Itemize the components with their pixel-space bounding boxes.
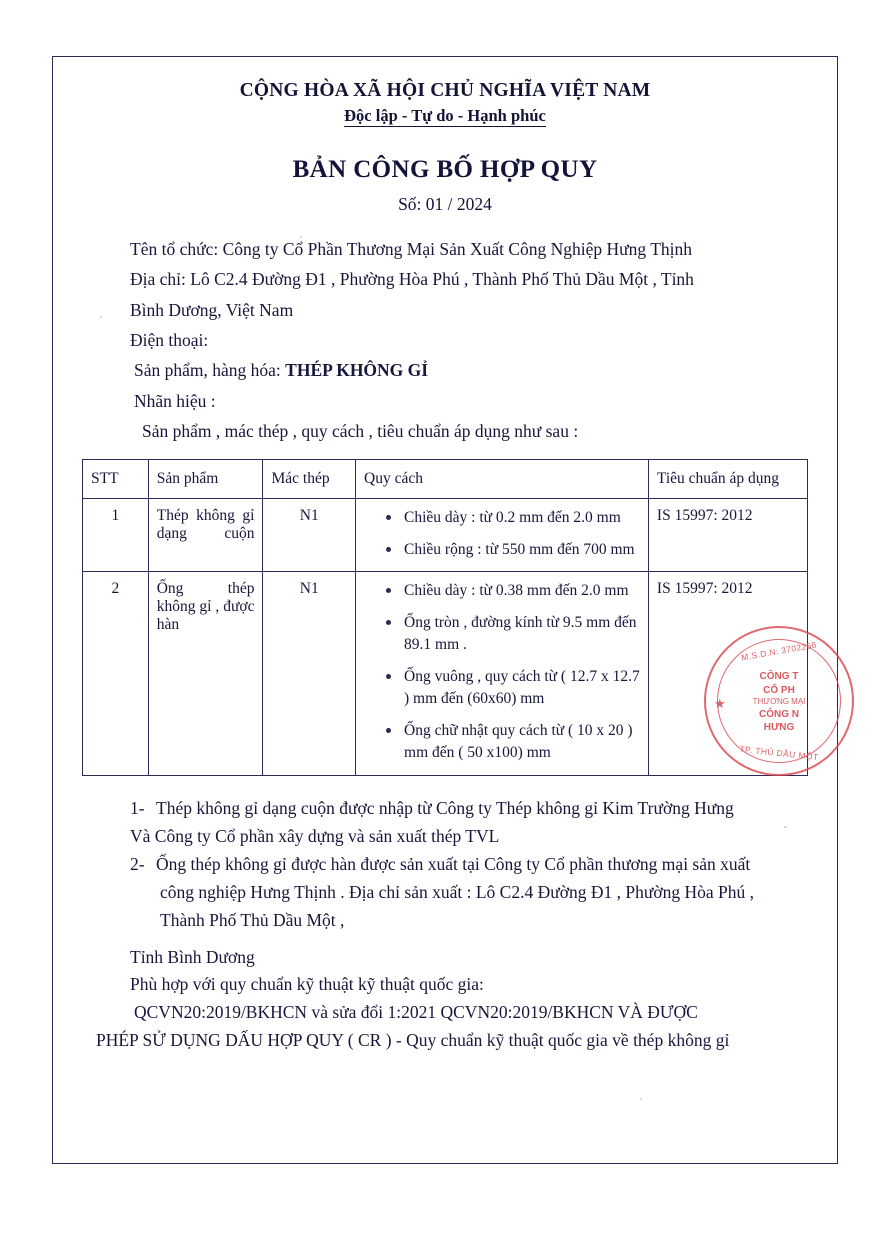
row1-specs <box>356 499 649 572</box>
seal-core-line-3: THƯƠNG MẠI <box>752 697 806 706</box>
note-text-continued: công nghiệp Hưng Thịnh . Địa chỉ sản xuất : Lô C2.4 Đường Đ1 , Phường Hòa Phú , <box>160 881 754 902</box>
note-item <box>82 850 808 878</box>
scan-speck <box>640 1098 642 1100</box>
national-motto-text: Độc lập - Tự do - Hạnh phúc <box>344 106 546 125</box>
product-line <box>82 356 808 384</box>
notes-block <box>82 794 808 934</box>
conformity-line-1: QCVN20:2019/BKHCN và sửa đổi 1:2021 QCVN20:2019/BKHCN VÀ ĐƯỢC <box>134 1001 698 1022</box>
spec-table <box>82 459 808 775</box>
row2-spec-item: Chiều dày : từ 0.38 mm đến 2.0 mm <box>386 580 640 602</box>
row1-spec-item: Chiều dày : từ 0.2 mm đến 2.0 mm <box>386 507 640 529</box>
star-icon: ★ <box>714 696 726 711</box>
seal-arc-top-text: M.S.D.N: 3702266 <box>740 639 818 663</box>
note-text: Ống thép không gỉ được hàn được sản xuất tại Công ty Cổ phần thương mại sản xuất <box>156 853 751 874</box>
conformity-lead: Phù hợp với quy chuẩn kỹ thuật kỹ thuật quốc gia: <box>130 974 484 995</box>
scan-speck <box>100 316 102 318</box>
row2-spec-item: Ống chữ nhật quy cách từ ( 10 x 20 ) mm đến ( 50 x100) mm <box>386 720 640 765</box>
national-title: CỘNG HÒA XÃ HỘI CHỦ NGHĨA VIỆT NAM <box>239 80 651 101</box>
row2-specs <box>356 572 649 775</box>
seal-core-line-5: HƯNG <box>763 722 795 734</box>
product-value: THÉP KHÔNG GỈ <box>285 360 429 381</box>
address-line-2: Bình Dương, Việt Nam <box>130 299 294 320</box>
seal-arc-bottom-text: TP. THỦ DẦU MỘT <box>739 743 819 763</box>
intro-block <box>82 235 808 445</box>
table-row <box>83 499 808 572</box>
row1-spec-item: Chiều rộng : từ 550 mm đến 700 mm <box>386 539 640 561</box>
table-header-product: Sản phẩm <box>148 460 263 499</box>
note-text: Thép không gỉ dạng cuộn được nhập từ Công ty Thép không gỉ Kim Trường Hưng <box>156 797 734 818</box>
address-line-1: Địa chỉ: Lô C2.4 Đường Đ1 , Phường Hòa Phú , Thành Phố Thủ Dầu Một , Tỉnh <box>130 269 694 290</box>
document-content <box>52 56 838 1164</box>
note-text-continued: Thành Phố Thủ Dầu Một , <box>160 909 345 930</box>
table-lead-line: Sản phẩm , mác thép , quy cách , tiêu chuẩn áp dụng như sau : <box>142 421 579 442</box>
table-header-standard: Tiêu chuẩn áp dụng <box>648 460 807 499</box>
row1-stt: 1 <box>83 499 149 572</box>
row1-standard: IS 15997: 2012 <box>648 499 807 572</box>
table-header-stt: STT <box>83 460 149 499</box>
note-item <box>82 794 808 822</box>
document-title: BẢN CÔNG BỐ HỢP QUY <box>292 156 598 183</box>
table-header-grade: Mác thép <box>263 460 356 499</box>
row2-product: Ống thép không gỉ , được hàn <box>148 572 263 775</box>
document-number: Số: 01 / 2024 <box>398 194 492 214</box>
national-motto <box>82 106 808 126</box>
row1-product: Thép không gỉ dạng cuộn <box>148 499 263 572</box>
brand-line: Nhãn hiệu : <box>134 390 216 411</box>
table-header-row <box>83 460 808 499</box>
note-text-continued: Và Công ty Cổ phần xây dựng và sản xuất thép TVL <box>130 825 500 846</box>
row2-stt: 2 <box>83 572 149 775</box>
seal-core-line-2: CỔ PH <box>763 684 795 696</box>
product-label: Sản phẩm, hàng hóa: <box>134 360 281 381</box>
table-row <box>83 572 808 775</box>
seal-core-line-1: CÔNG T <box>759 671 799 682</box>
organization-line: Tên tổ chức: Công ty Cổ Phần Thương Mại Sản Xuất Công Nghiệp Hưng Thịnh <box>130 239 693 259</box>
note-number: 2- <box>130 853 145 874</box>
row2-spec-item: Ống vuông , quy cách từ ( 12.7 x 12.7 ) mm đến (60x60) mm <box>386 666 640 711</box>
table-header-spec: Quy cách <box>356 460 649 499</box>
row1-grade: N1 <box>263 499 356 572</box>
province-line: Tỉnh Bình Dương <box>130 946 255 967</box>
row2-spec-item: Ống tròn , đường kính từ 9.5 mm đến 89.1 mm . <box>386 612 640 657</box>
scan-speck <box>300 236 302 238</box>
phone-line: Điện thoại: <box>130 330 209 351</box>
note-number: 1- <box>130 797 145 818</box>
scan-speck <box>784 826 787 828</box>
seal-core-line-4: CÔNG N <box>759 708 799 720</box>
conformity-line-2: PHÉP SỬ DỤNG DẤU HỢP QUY ( CR ) - Quy chuẩn kỹ thuật quốc gia về thép không gỉ <box>96 1029 730 1050</box>
row2-grade: N1 <box>263 572 356 775</box>
row2-standard: IS 15997: 2012 <box>648 572 807 775</box>
closing-block <box>82 944 808 1055</box>
